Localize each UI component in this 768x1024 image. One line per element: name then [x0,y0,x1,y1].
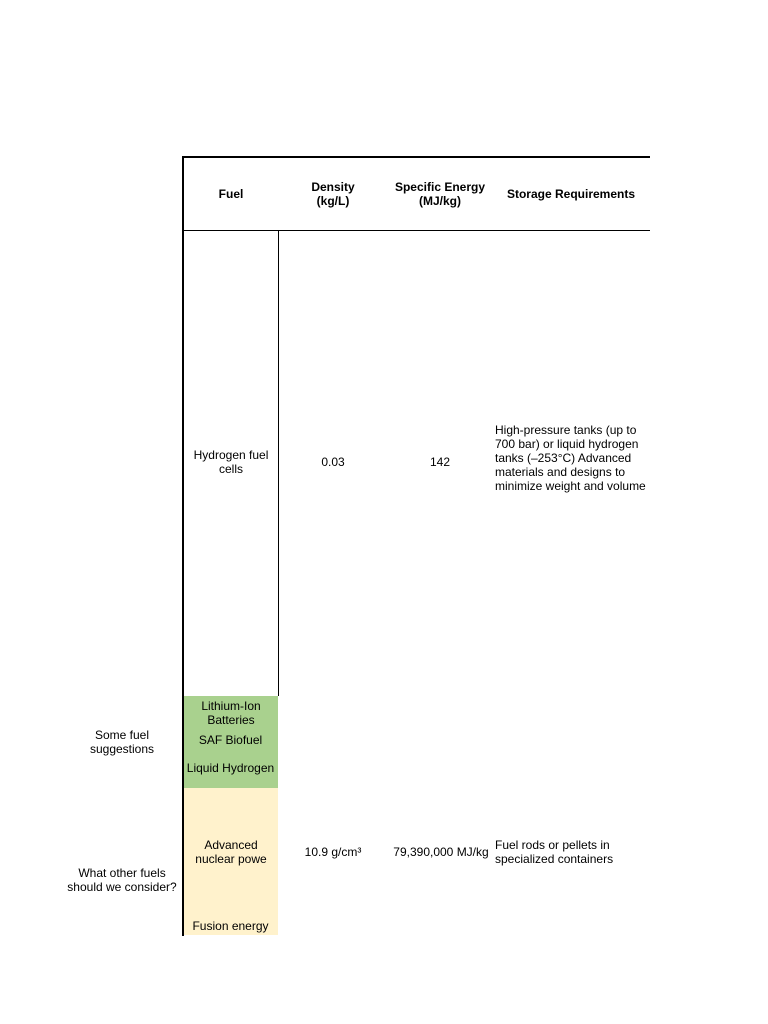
suggestion-saf-biofuel: SAF Biofuel [198,733,263,747]
table-left-border [182,156,184,936]
header-density: Density (kg/L) [311,180,355,208]
header-storage: Storage Requirements [506,187,636,201]
suggestion-lithium-ion: Lithium-Ion Batteries [201,699,261,727]
hydrogen-density-cell: 0.03 [321,455,345,469]
fuel-column-divider [278,230,279,696]
fusion-fuel-cell: Fusion energy [192,919,269,933]
nuclear-fuel-cell: Advanced nuclear powe [195,838,267,866]
nuclear-density-cell: 10.9 g/cm³ [304,845,362,859]
hydrogen-fuel-cell: Hydrogen fuel cells [193,448,269,476]
suggestion-liquid-hydrogen: Liquid Hydrogen [186,761,275,775]
nuclear-storage-cell: Fuel rods or pellets in specialized containers [495,838,614,866]
header-specific-energy: Specific Energy (MJ/kg) [394,180,486,208]
suggestions-label: Some fuel suggestions [89,728,155,756]
header-fuel: Fuel [218,187,244,201]
header-bottom-border [182,230,650,231]
consider-label: What other fuels should we consider? [67,866,177,894]
nuclear-specific-energy-cell: 79,390,000 MJ/kg [393,845,489,859]
hydrogen-storage-cell: High-pressure tanks (up to 700 bar) or liquid hydrogen tanks (–253°C) Advanced materials and designs to minimize weight and volume [495,423,646,493]
hydrogen-specific-energy-cell: 142 [429,455,451,469]
